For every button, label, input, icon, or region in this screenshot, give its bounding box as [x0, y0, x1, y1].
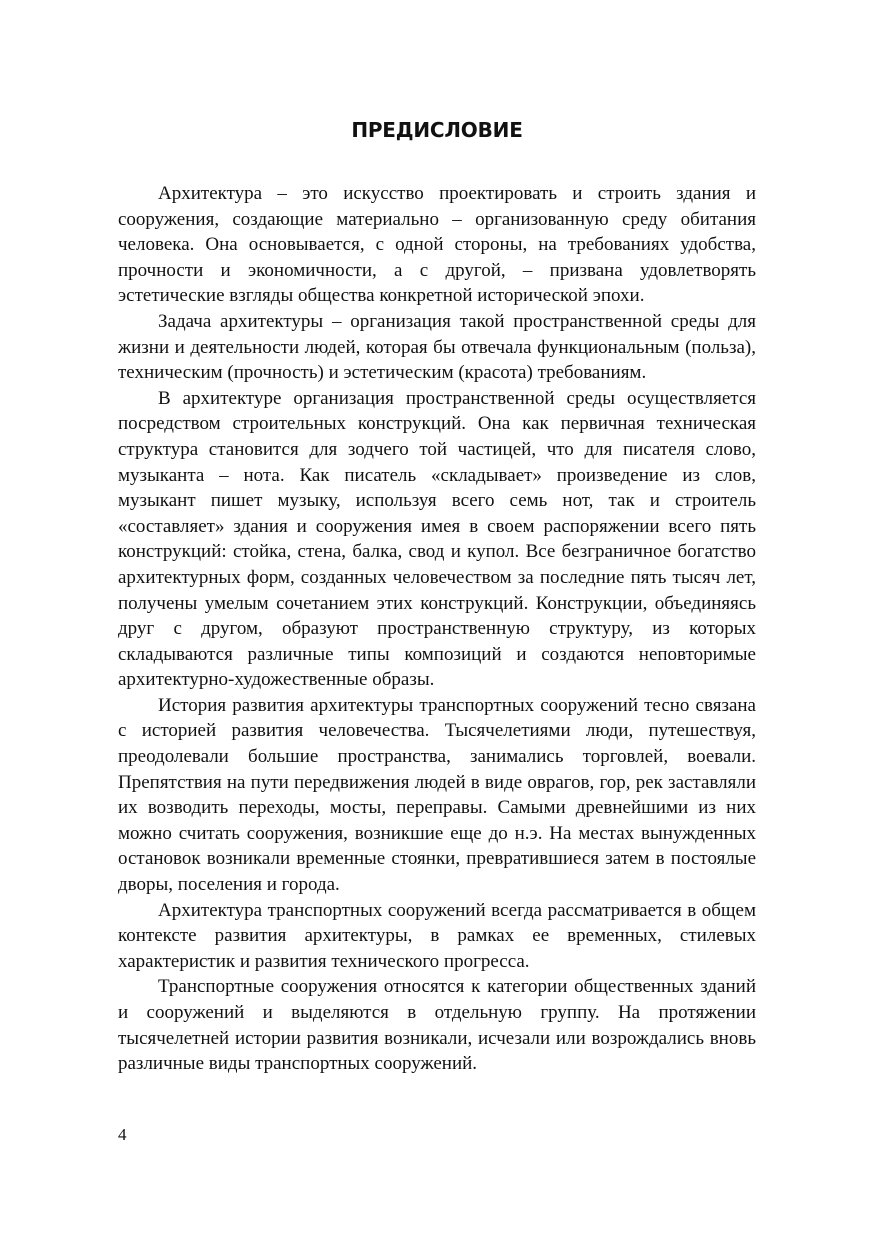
- page-title: ПРЕДИСЛОВИЕ: [351, 118, 523, 142]
- paragraph: Архитектура транспортных сооружений всегда рассматривается в общем контексте развития архитектуры, в рамках ее временных, стилевых характеристик и развития технического прогресса.: [118, 899, 756, 972]
- paragraph: В архитектуре организация пространственной среды осуществляется посредством строительных конструкций. Она как первичная техническая структура становится для зодчего той частицей, что для писателя слово, музыканта – нота. Как писатель «складывает» произведение из слов, музыкант пишет музыку, используя всего семь нот, так и строитель «составляет» здания и сооружения имея в своем распоряжении всего пять конструкций: стойка, стена, балка, свод и купол. Все безграничное богатство архитектурных форм, созданных человечеством за последние пять тысяч лет, получены умелым сочетанием этих конструкций. Конструкции, объединяясь друг с другом, образуют пространственную структуру, из которых складываются различные типы композиций и создаются неповторимые архитектурно-художественные образы.: [118, 387, 756, 691]
- paragraph: Транспортные сооружения относятся к категории общественных зданий и сооружений и выделяются в отдельную группу. На протяжении тысячелетней истории развития возникали, исчезали или возрождались вновь различные виды транспортных сооружений.: [118, 976, 756, 1075]
- paragraph: История развития архитектуры транспортных сооружений тесно связана с историей развития человечества. Тысячелетиями люди, путешествуя, преодолевали большие пространства, занимались торговлей, воевали. Препятствия на пути передвижения людей в виде оврагов, гор, рек заставляли их возводить переходы, мосты, переправы. Самыми древнейшими из них можно считать сооружения, возникшие еще до н.э. На местах вынужденных остановок возникали временные стоянки, превратившиеся затем в постоялые дворы, поселения и города.: [118, 694, 756, 896]
- paragraph: Архитектура – это искусство проектировать и строить здания и сооружения, создающие материально – организованную среду обитания человека. Она основывается, с одной стороны, на требованиях удобства, прочности и экономичности, а с другой, – призвана удовлетворять эстетические взгляды общества конкретной исторической эпохи.: [118, 183, 756, 307]
- page-number: 4: [118, 1125, 127, 1144]
- paragraph: Задача архитектуры – организация такой пространственной среды для жизни и деятельности людей, которая бы отвечала функциональным (польза), техническим (прочность) и эстетическим (красота) требованиям.: [118, 310, 756, 384]
- body-text: [118, 181, 756, 1077]
